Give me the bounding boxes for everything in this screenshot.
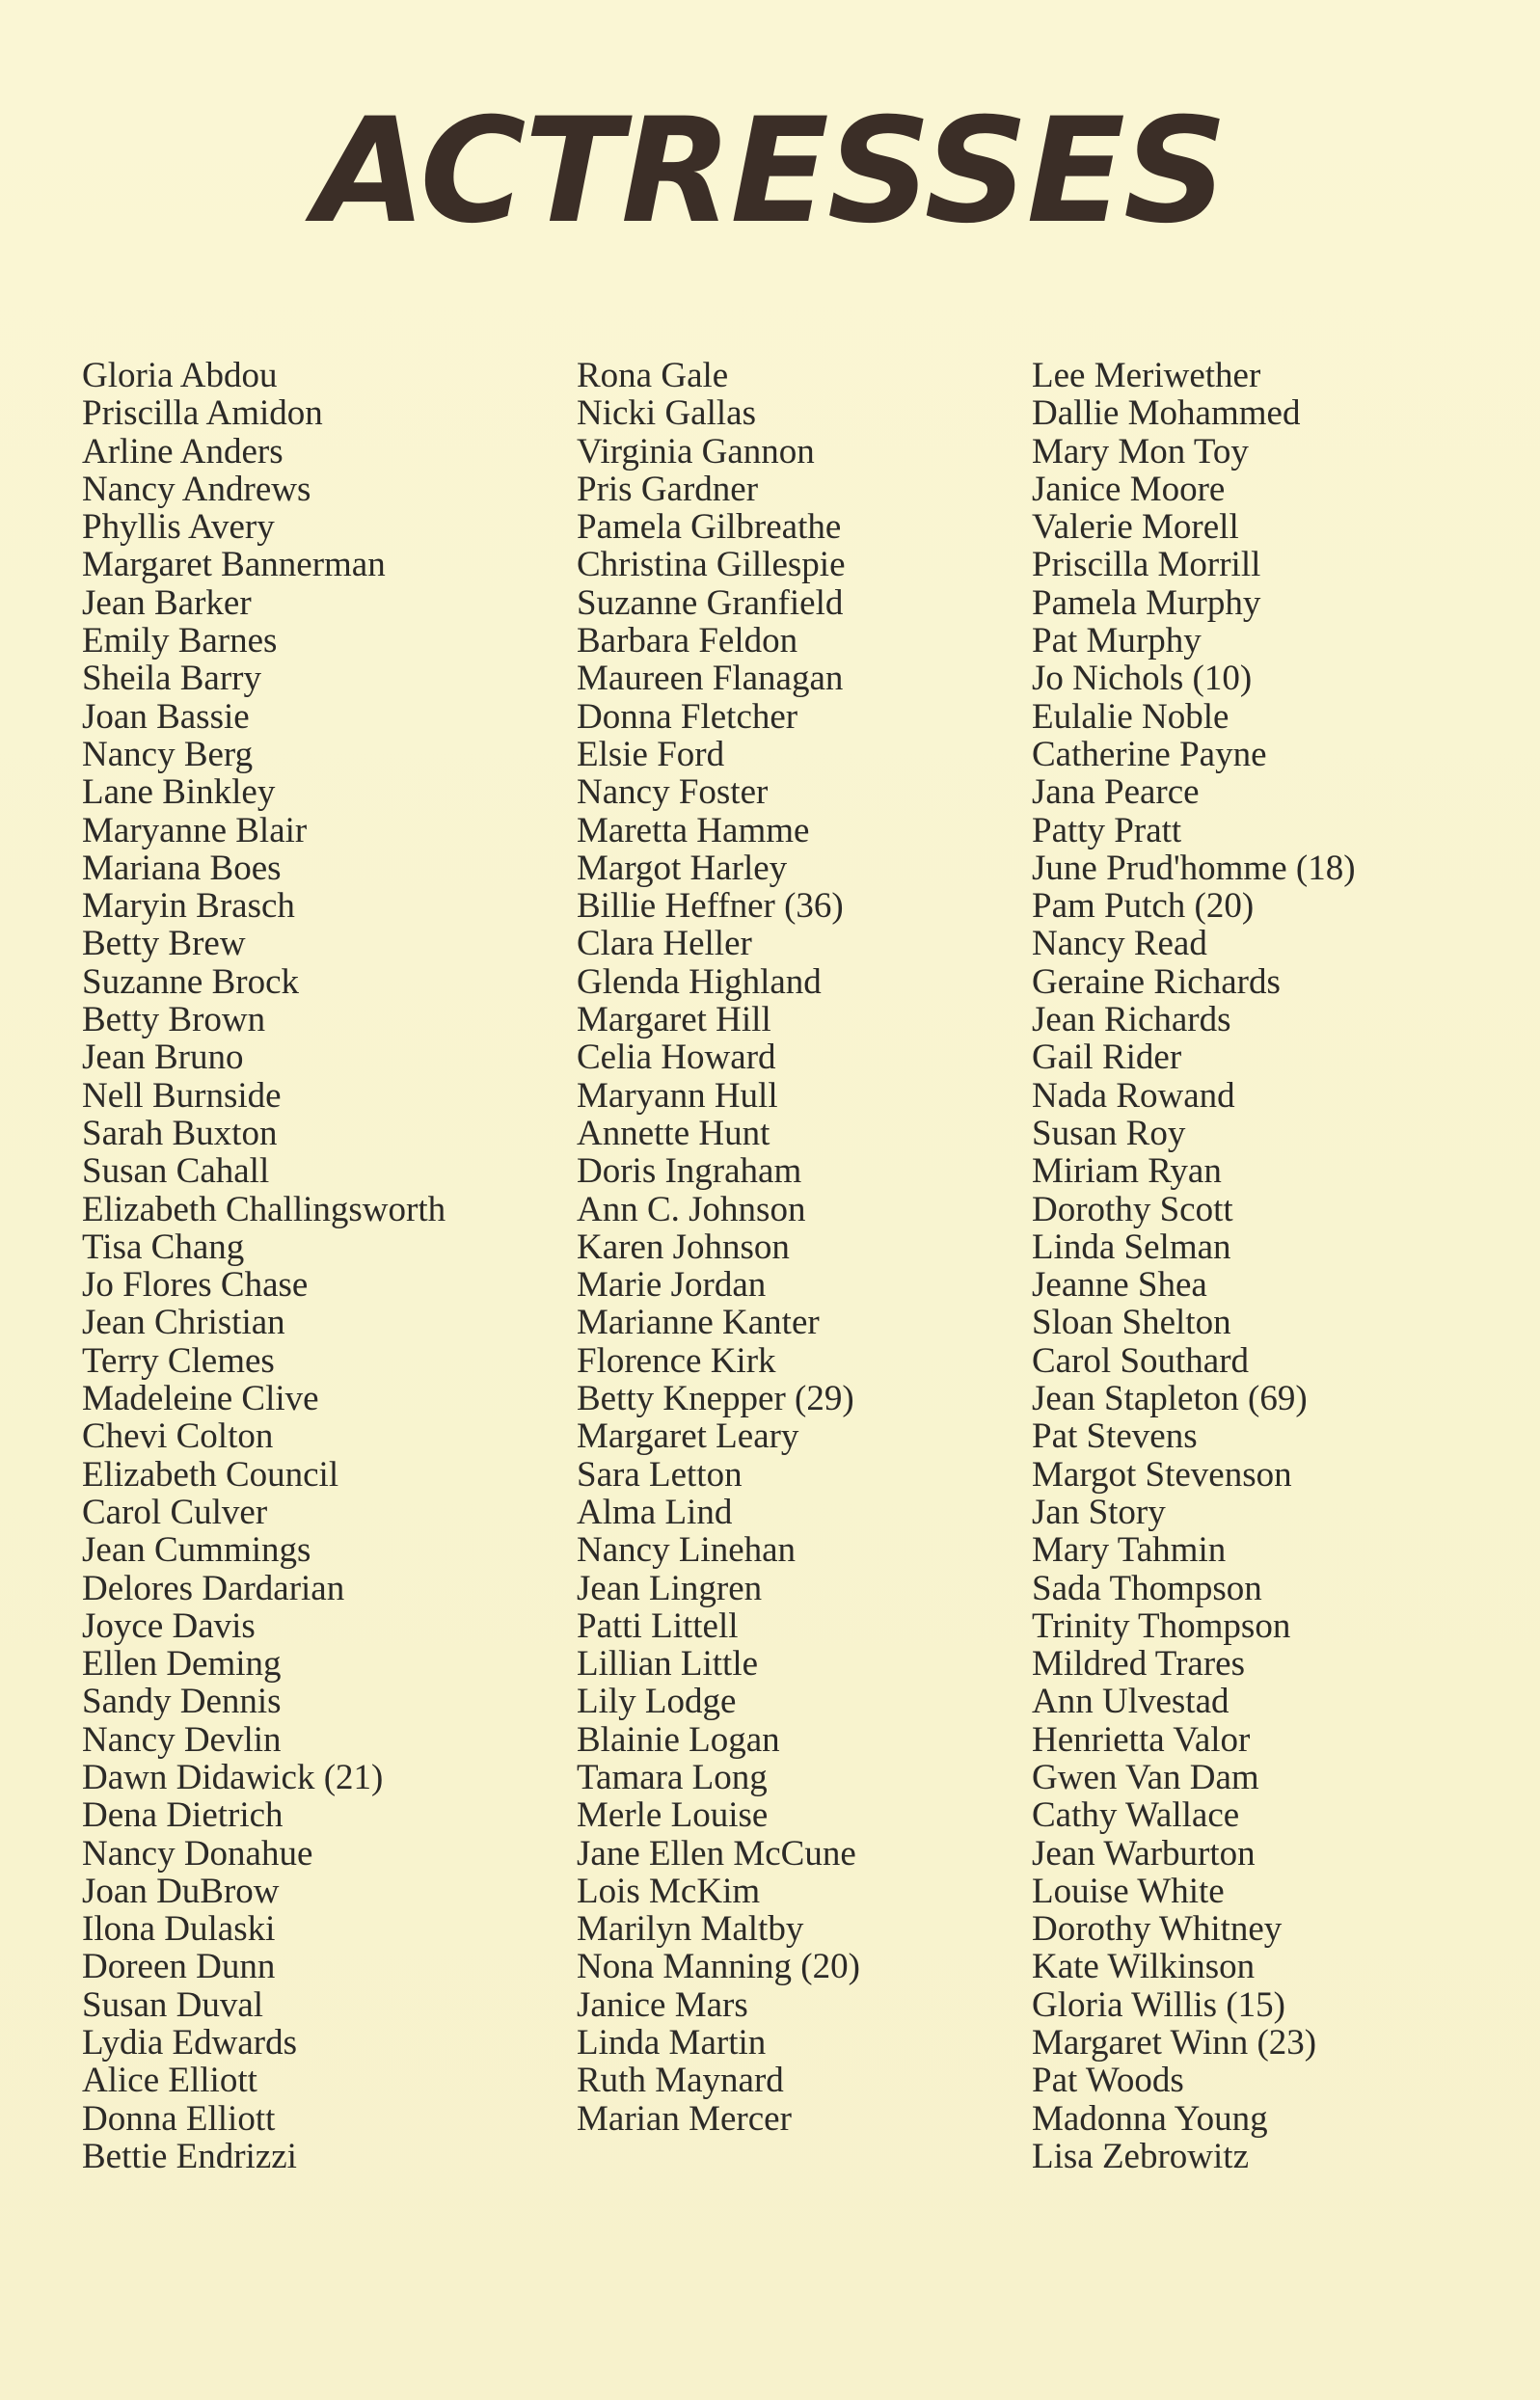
actress-name: Rona Gale [577,356,729,395]
actress-name: Ellen Deming [82,1644,282,1685]
actress-name: Catherine Payne [1032,734,1267,774]
actress-name: Jo Flores Chase [82,1265,309,1306]
actress-name: Pat Murphy [1032,621,1202,661]
actress-name: Margaret Hill [577,1000,771,1040]
actress-name: Emily Barnes [82,621,278,661]
actress-name: Eulalie Noble [1032,696,1229,737]
actress-name: Dena Dietrich [82,1795,284,1836]
actress-name: Lillian Little [577,1644,759,1685]
actress-name: Jean Warburton [1032,1833,1256,1874]
actress-column-2 [577,357,860,2138]
actress-name: Jan Story [1032,1492,1166,1532]
actress-name: Nancy Devlin [82,1719,282,1760]
actress-name: Lydia Edwards [82,2023,297,2063]
actress-name: Maretta Hamme [577,810,810,850]
actress-name: Nell Burnside [82,1075,282,1116]
actress-name: Annette Hunt [577,1113,770,1153]
actress-name: Elizabeth Challingsworth [82,1189,446,1229]
actress-name: Merle Louise [577,1795,769,1836]
actress-name: June Prud'homme (18) [1032,848,1356,888]
actress-name: Alice Elliott [82,2061,257,2101]
actress-name: Tisa Chang [82,1227,245,1267]
actress-name: Susan Cahall [82,1151,270,1192]
actress-name: Jana Pearce [1032,772,1200,813]
actress-name: Ann C. Johnson [577,1189,806,1229]
actress-name: Nona Manning (20) [577,1947,860,1987]
actress-name: Maureen Flanagan [577,659,844,699]
actress-name: Virginia Gannon [577,431,815,472]
actress-name: Janice Mars [577,1984,748,2025]
actress-name: Margot Stevenson [1032,1454,1292,1495]
actress-name: Maryann Hull [577,1075,778,1116]
actress-name: Trinity Thompson [1032,1605,1291,1646]
actress-name: Geraine Richards [1032,961,1281,1002]
actress-name: Ruth Maynard [577,2061,784,2101]
actress-name: Barbara Feldon [577,621,798,661]
actress-name: Margaret Winn (23) [1032,2023,1317,2063]
actress-name: Lane Binkley [82,772,276,813]
actress-name: Donna Fletcher [577,696,798,737]
actress-name: Janice Moore [1032,469,1226,509]
actress-name: Billie Heffner (36) [577,886,844,927]
actress-name: Linda Martin [577,2023,767,2063]
actress-name: Miriam Ryan [1032,1151,1222,1192]
actress-name: Tamara Long [577,1757,768,1797]
actress-column-3 [1032,357,1356,2175]
actress-name: Susan Duval [82,1984,264,2025]
actress-name: Pamela Gilbreathe [577,507,842,548]
actress-name: Patty Pratt [1032,810,1182,850]
actress-name: Betty Brown [82,1000,266,1040]
actress-name: Marian Mercer [577,2098,792,2139]
actress-name: Margaret Bannerman [82,545,386,585]
actress-name: Pam Putch (20) [1032,886,1255,927]
actress-name: Dorothy Scott [1032,1189,1233,1229]
actress-name: Maryin Brasch [82,886,295,927]
actress-name: Lily Lodge [577,1682,737,1722]
actress-name: Cathy Wallace [1032,1795,1240,1836]
actress-name: Sarah Buxton [82,1113,278,1153]
actress-name: Jean Lingren [577,1568,763,1608]
actress-name: Terry Clemes [82,1340,275,1381]
actress-name: Kate Wilkinson [1032,1947,1256,1987]
actress-name: Karen Johnson [577,1227,790,1267]
actress-name: Betty Brew [82,924,246,964]
actress-name: Margot Harley [577,848,788,888]
actress-name: Christina Gillespie [577,545,846,585]
actress-name: Joan DuBrow [82,1871,280,1911]
actress-name: Carol Southard [1032,1340,1250,1381]
actress-name: Sara Letton [577,1454,743,1495]
actress-name: Pris Gardner [577,469,759,509]
actress-name: Susan Roy [1032,1113,1186,1153]
actress-name: Jane Ellen McCune [577,1833,856,1874]
actress-name: Clara Heller [577,924,752,964]
actress-name: Lee Meriwether [1032,356,1261,395]
actress-name: Jean Bruno [82,1038,244,1078]
actress-name: Gwen Van Dam [1032,1757,1259,1797]
actress-name: Florence Kirk [577,1340,776,1381]
actress-name: Sheila Barry [82,659,261,699]
actress-name: Dallie Mohammed [1032,393,1301,434]
actress-name: Henrietta Valor [1032,1719,1251,1760]
actress-name: Phyllis Avery [82,507,275,548]
actress-name: Arline Anders [82,431,284,472]
actress-name: Elsie Ford [577,734,725,774]
actress-name: Nancy Linehan [577,1530,797,1571]
actress-name: Chevi Colton [82,1416,274,1457]
actress-column-1 [82,357,446,2175]
actress-name: Gloria Abdou [82,356,278,395]
actress-name: Pat Stevens [1032,1416,1198,1457]
actress-name: Nicki Gallas [577,393,756,434]
actress-name: Jean Cummings [82,1530,311,1571]
actress-name: Donna Elliott [82,2098,276,2139]
actress-name: Jo Nichols (10) [1032,659,1253,699]
actress-name: Mariana Boes [82,848,282,888]
actress-name: Sandy Dennis [82,1682,282,1722]
actress-name: Louise White [1032,1871,1225,1911]
actress-name: Dawn Didawick (21) [82,1757,384,1797]
actress-name: Betty Knepper (29) [577,1379,854,1419]
actress-name: Gail Rider [1032,1038,1182,1078]
actress-name: Gloria Willis (15) [1032,1984,1285,2025]
actress-name: Glenda Highland [577,961,822,1002]
actress-name: Joyce Davis [82,1605,256,1646]
actress-name: Doris Ingraham [577,1151,802,1192]
actress-name: Ann Ulvestad [1032,1682,1229,1722]
actress-name: Sloan Shelton [1032,1303,1231,1343]
actress-name: Mary Tahmin [1032,1530,1227,1571]
actress-name: Jean Barker [82,582,252,623]
actress-name: Carol Culver [82,1492,268,1532]
actress-name: Nancy Berg [82,734,254,774]
actress-name: Bettie Endrizzi [82,2136,297,2176]
actress-name: Jeanne Shea [1032,1265,1207,1306]
actress-name: Linda Selman [1032,1227,1231,1267]
actress-name: Marie Jordan [577,1265,767,1306]
actress-name: Suzanne Brock [82,961,300,1002]
actress-name: Priscilla Amidon [82,393,323,434]
actress-name: Elizabeth Council [82,1454,339,1495]
actress-name: Lisa Zebrowitz [1032,2136,1249,2176]
actress-name: Madonna Young [1032,2098,1268,2139]
actress-name: Lois McKim [577,1871,761,1911]
actress-name: Valerie Morell [1032,507,1239,548]
actress-name: Maryanne Blair [82,810,308,850]
actress-name: Patti Littell [577,1605,739,1646]
actress-name: Delores Dardarian [82,1568,345,1608]
actress-name: Doreen Dunn [82,1947,276,1987]
actress-name: Alma Lind [577,1492,733,1532]
actress-name: Blainie Logan [577,1719,780,1760]
actress-name: Nancy Andrews [82,469,311,509]
actress-name: Suzanne Granfield [577,582,844,623]
actress-name: Mary Mon Toy [1032,431,1249,472]
actress-name: Nancy Foster [577,772,769,813]
actress-name: Ilona Dulaski [82,1909,276,1950]
actress-name: Mildred Trares [1032,1644,1245,1685]
actress-name: Madeleine Clive [82,1379,319,1419]
actress-name: Jean Christian [82,1303,285,1343]
actress-name: Priscilla Morrill [1032,545,1261,585]
actress-name: Marilyn Maltby [577,1909,804,1950]
actress-name: Jean Richards [1032,1000,1231,1040]
actress-name: Nancy Read [1032,924,1207,964]
actress-name: Pat Woods [1032,2061,1184,2101]
actress-name: Nancy Donahue [82,1833,313,1874]
page-title: ACTRESSES [313,88,1227,256]
actress-name: Marianne Kanter [577,1303,820,1343]
actress-name: Pamela Murphy [1032,582,1261,623]
actress-name: Nada Rowand [1032,1075,1235,1116]
actress-name: Sada Thompson [1032,1568,1262,1608]
actress-name: Celia Howard [577,1038,776,1078]
actress-name: Jean Stapleton (69) [1032,1379,1308,1419]
actress-name: Margaret Leary [577,1416,799,1457]
actress-name: Dorothy Whitney [1032,1909,1283,1950]
actress-name: Joan Bassie [82,696,250,737]
